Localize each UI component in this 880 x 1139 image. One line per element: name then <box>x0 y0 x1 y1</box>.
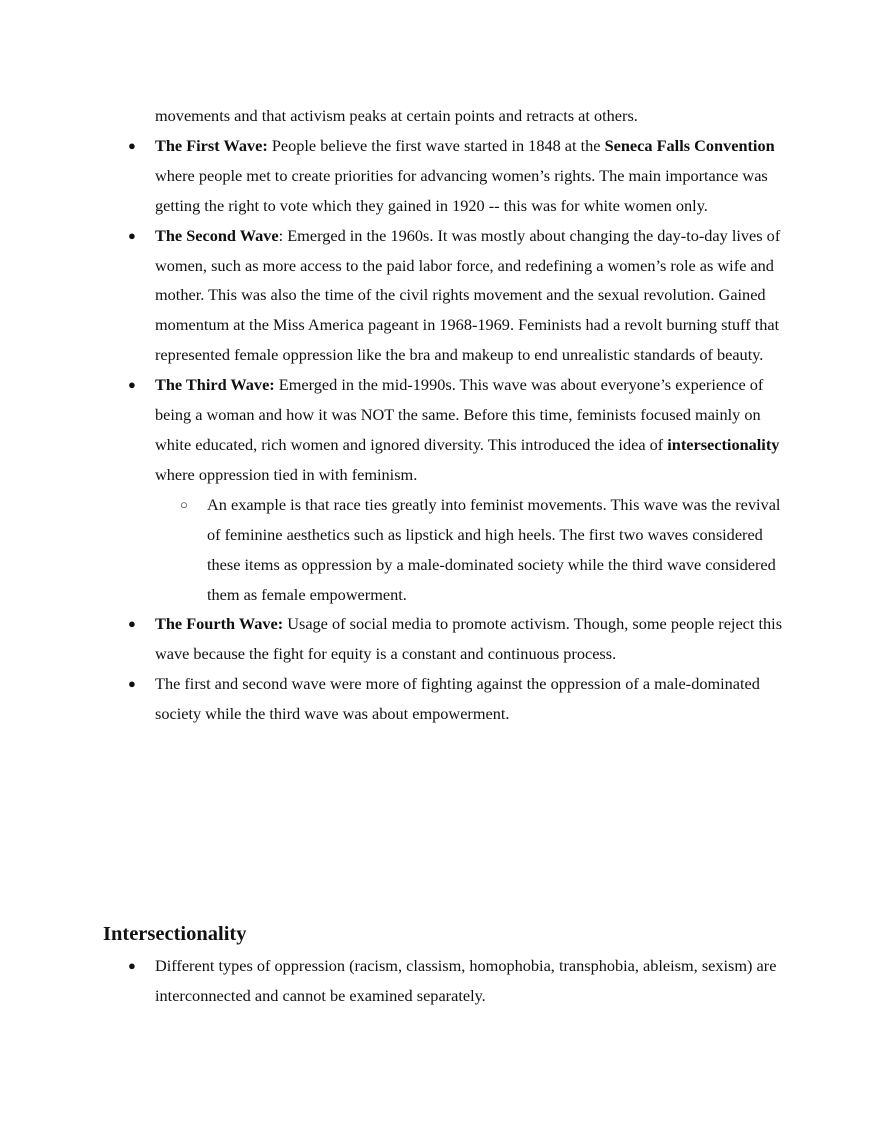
second-wave-label: The Second Wave <box>155 225 279 245</box>
intersectionality-text: Different types of oppression (racism, classism, homophobia, transphobia, ableism, sexism) are interconnected and cannot be examined separately. <box>155 956 777 1005</box>
seneca-falls-term: Seneca Falls Convention <box>604 135 775 155</box>
fourth-wave-label: The Fourth Wave: <box>155 614 284 634</box>
intersectionality-term: intersectionality <box>667 434 780 454</box>
first-wave-label: The First Wave: <box>155 135 268 155</box>
continuation-text: movements and that activism peaks at certain points and retracts at others. <box>155 106 638 125</box>
intersectionality-section <box>103 920 793 1011</box>
bullet-icon: ● <box>128 377 136 393</box>
waves-list <box>103 131 793 729</box>
third-wave-label: The Third Wave: <box>155 375 275 395</box>
third-wave-text-end: where oppression tied in with feminism. <box>155 464 418 484</box>
first-wave-text: People believe the first wave started in 1848 at the <box>267 135 605 155</box>
list-item-second-wave <box>103 221 793 371</box>
section-heading: Intersectionality <box>103 923 247 945</box>
hollow-bullet-icon: ○ <box>180 496 188 512</box>
summary-text: The first and second wave were more of fighting against the oppression of a male-dominated society while the third wave was about empowerment. <box>155 674 760 724</box>
second-wave-text: : Emerged in the 1960s. It was mostly about changing the day-to-day lives of women, such as more access to the paid labor force, and redefining a women’s role as wife and mother. This was also the time of the civil rights movement and the sexual revolution. Gained momentum at the Miss America pageant in 1968-1969. Feminists had a revolt burning stuff that represented female oppression like the bra and makeup to end unrealistic standards of beauty. <box>155 225 781 365</box>
list-item-third-wave <box>103 370 793 609</box>
list-item-first-wave <box>103 131 793 221</box>
intersectionality-list <box>103 951 793 1011</box>
sub-list-item <box>155 490 793 610</box>
third-wave-sublist <box>155 490 793 610</box>
third-wave-text: Emerged in the mid-1990s. This wave was about everyone’s experience of being a woman and how it was NOT the same. Before this time, feminists focused mainly on white educated, rich women and ignored diversity. This introduced the idea of <box>155 375 764 454</box>
bullet-icon: ● <box>128 958 136 973</box>
first-wave-text-end: where people met to create priorities for advancing women’s rights. The main importance was getting the right to vote which they gained in 1920 -- this was for white women only. <box>155 165 768 215</box>
bullet-icon: ● <box>128 616 136 632</box>
fourth-wave-text: Usage of social media to promote activism. Though, some people reject this wave because the fight for equity is a constant and continuous process. <box>155 614 783 664</box>
list-item-fourth-wave <box>103 609 793 669</box>
list-item <box>103 951 793 1011</box>
bullet-icon: ● <box>128 227 136 243</box>
sub-item-text: An example is that race ties greatly into feminist movements. This wave was the revival of feminine aesthetics such as lipstick and high heels. The first two waves considered these items as oppression by a male-dominated society while the third wave considered them as female empowerment. <box>207 494 781 604</box>
bullet-icon: ● <box>128 676 136 692</box>
list-item-summary <box>103 669 793 729</box>
waves-section <box>103 101 793 729</box>
bullet-icon: ● <box>128 137 136 153</box>
